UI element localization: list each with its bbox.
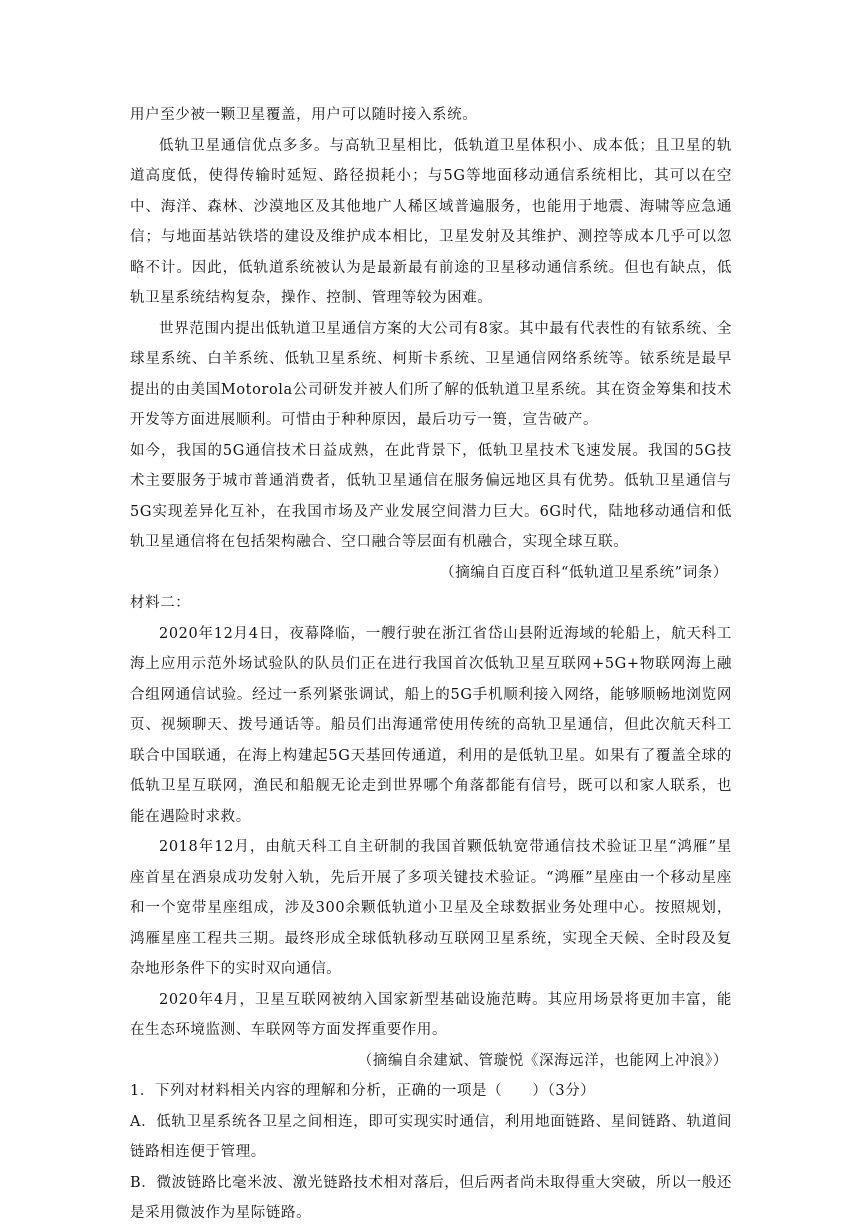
question-1: 1．下列对材料相关内容的理解和分析，正确的一项是（ ）（3分）	[130, 1083, 596, 1099]
trial-2020-paragraph: 2020年12月4日，夜幕降临，一艘行驶在浙江省岱山县附近海域的轮船上，航天科工海上应用示范外场试验队的队员们正在进行我国首次低轨卫星互联网+5G+物联网海上融合组网通信试验。经过一系列紧张调试，船上的5G手机顺利接入网络，能够顺畅地浏览网页、视频聊天、拨号通话等。船员们出海通常使用传统的高轨卫星通信，但此次航天科工联合中国联通，在海上构建起5G天基回传通道，利用的是低轨卫星。如果有了覆盖全球的低轨卫星互联网，渔民和船舰无论走到世界哪个角落都能有信号，既可以和家人联系，也能在遇险时求救。	[130, 625, 732, 825]
continuation-paragraph: 用户至少被一颗卫星覆盖，用户可以随时接入系统。	[130, 107, 478, 123]
companies-paragraph: 世界范围内提出低轨道卫星通信方案的大公司有8家。其中最有代表性的有铱系统、全球星系统、白羊系统、低轨卫星系统、柯斯卡系统、卫星通信网络系统等。铱系统是最早提出的由美国Motorola公司研发并被人们所了解的低轨道卫星系统。其在资金筹集和技术开发等方面进展顺利。可惜由于种种原因，最后功亏一篑，宣告破产。	[130, 320, 732, 428]
source-citation-1: （摘编自百度百科“低轨道卫星系统”词条）	[440, 564, 728, 581]
document-body	[130, 100, 732, 1229]
hongyan-2018-paragraph: 2018年12月，由航天科工自主研制的我国首颗低轨宽带通信技术验证卫星“鸿雁”星座首星在酒泉成功发射入轨，先后开展了多项关键技术验证。“鸿雁”星座由一个移动星座和一个宽带星座组成，涉及300余颗低轨道小卫星及全球数据业务处理中心。按照规划，鸿雁星座工程共三期。最终形成全球低轨移动互联网卫星系统，实现全天候、全时段及复杂地形条件下的实时双向通信。	[130, 839, 732, 977]
advantages-paragraph: 低轨卫星通信优点多多。与高轨卫星相比，低轨道卫星体积小、成本低；且卫星的轨道高度低，使得传输时延短、路径损耗小；与5G等地面移动通信系统相比，其可以在空中、海洋、森林、沙漠地区及其他地广人稀区域普遍服务，也能用于地震、海啸等应急通信；与地面基站铁塔的建设及维护成本相比，卫星发射及其维护、测控等成本几乎可以忽略不计。因此，低轨道系统被认为是最新最有前途的卫星移动通信系统。但也有缺点，低轨卫星系统结构复杂，操作、控制、管理等较为困难。	[130, 137, 732, 306]
material-two-heading: 材料二：	[130, 595, 191, 611]
china-5g-paragraph: 如今，我国的5G通信技术日益成熟，在此背景下，低轨卫星技术飞速发展。我国的5G技术主要服务于城市普通消费者，低轨卫星通信在服务偏远地区具有优势。低轨卫星通信与5G实现差异化互补，在我国市场及产业发展空间潜力巨大。6G时代，陆地移动通信和低轨卫星通信将在包括架构融合、空口融合等层面有机融合，实现全球互联。	[130, 442, 732, 550]
option-a: A．低轨卫星系统各卫星之间相连，即可实现实时通信，利用地面链路、星间链路、轨道间链路相连便于管理。	[130, 1113, 732, 1160]
infrastructure-2020-paragraph: 2020年4月，卫星互联网被纳入国家新型基础设施范畴。其应用场景将更加丰富，能在生态环境监测、车联网等方面发挥重要作用。	[130, 991, 732, 1038]
option-b: B．微波链路比毫米波、激光链路技术相对落后，但后两者尚未取得重大突破，所以一般还是采用微波作为星际链路。	[130, 1174, 732, 1221]
source-citation-2: （摘编自余建斌、管璇悦《深海远洋，也能网上冲浪》）	[357, 1052, 728, 1069]
